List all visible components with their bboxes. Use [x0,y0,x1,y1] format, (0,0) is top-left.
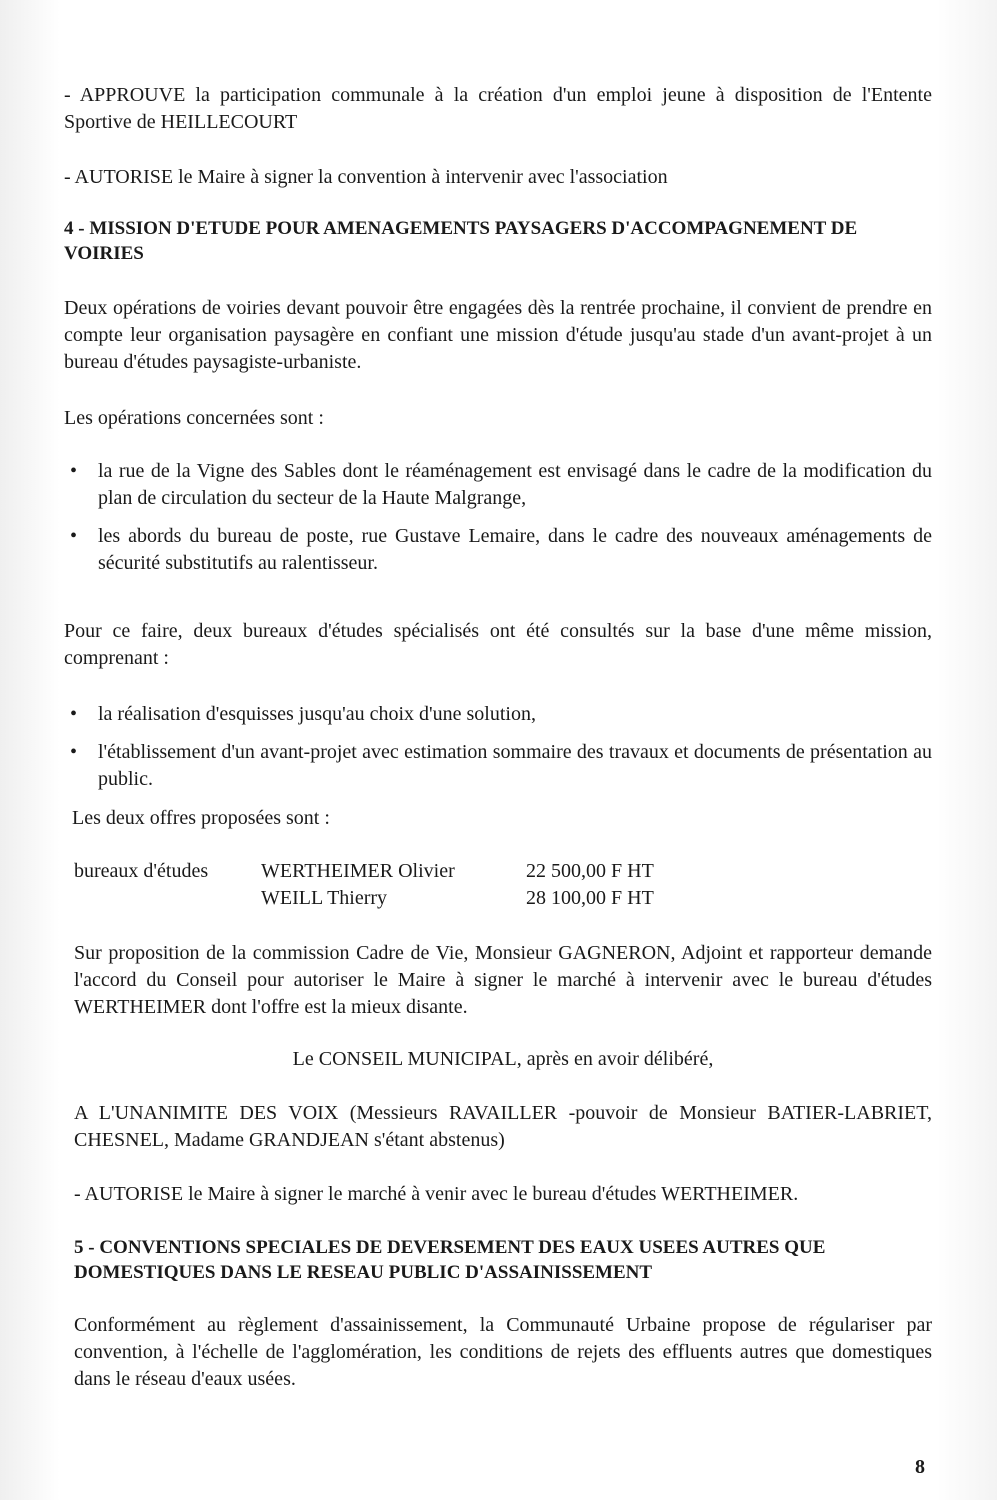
consultation-paragraph: Pour ce faire, deux bureaux d'études spécialisés ont été consultés sur la base d'une même mission, comprenant : [64,620,932,669]
operation-item: • la rue de la Vigne des Sables dont le réaménagement est envisagé dans le cadre de la modification du plan de circulation du secteur de la Haute Malgrange, [70,460,932,509]
section-4-intro: Deux opérations de voiries devant pouvoir être engagées dès la rentrée prochaine, il convient de prendre en compte leur organisation paysagère en confiant une mission d'étude jusqu'au stade d'un avant-projet à un bureau d'études paysagiste-urbaniste. [64,297,932,373]
offer-amount: 22 500,00 F HT [526,860,654,882]
bullet-icon: • [70,460,78,482]
section-5-intro: Conformément au règlement d'assainissement, la Communauté Urbaine propose de régulariser par convention, à l'échelle de l'agglomération, les conditions de rejets des effluents autres que domestiques dans le réseau d'eaux usées. [74,1314,932,1390]
page-number: 8 [915,1456,925,1478]
mission-item: • la réalisation d'esquisses jusqu'au choix d'une solution, [64,701,932,728]
bullet-icon: • [70,525,78,547]
operations-list [64,458,932,577]
section-4-heading: 4 - MISSION D'ETUDE POUR AMENAGEMENTS PAYSAGERS D'ACCOMPAGNEMENT DE VOIRIES [64,218,858,264]
mission-item: • l'établissement d'un avant-projet avec estimation sommaire des travaux et documents de présentation au public. [70,741,932,790]
offer-amount: 28 100,00 F HT [526,887,654,909]
bullet-icon: • [70,741,78,763]
offer-name: WEILL Thierry [261,887,388,909]
section-5-heading: 5 - CONVENTIONS SPECIALES DE DEVERSEMENT DES EAUX USEES AUTRES QUE DOMESTIQUES DANS LE RESEAU PUBLIC D'ASSAINISSEMENT [74,1237,826,1283]
offers-label: Les deux offres proposées sont : [72,807,330,829]
proposal-paragraph: Sur proposition de la commission Cadre de Vie, Monsieur GAGNERON, Adjoint et rapporteur demande l'accord du Conseil pour autoriser le Maire à signer le marché à intervenir avec le bureau d'études WERTHEIMER dont l'offre est la mieux disante. [74,942,932,1018]
offers-table [74,858,774,912]
operation-item: • les abords du bureau de poste, rue Gustave Lemaire, dans le cadre des nouveaux aménagements de sécurité substitutifs au ralentisseur. [70,525,932,574]
offer-name: WERTHEIMER Olivier [261,860,455,882]
decision-authorize-market: - AUTORISE le Maire à signer le marché à venir avec le bureau d'études WERTHEIMER. [74,1183,799,1205]
council-deliberation: Le CONSEIL MUNICIPAL, après en avoir délibéré, [292,1048,714,1070]
mission-list [64,701,932,793]
decision-authorize-convention: - AUTORISE le Maire à signer la convention à intervenir avec l'association [64,166,668,188]
vote-result: A L'UNANIMITE DES VOIX (Messieurs RAVAILLER -pouvoir de Monsieur BATIER-LABRIET, CHESNEL, Madame GRANDJEAN s'étant abstenus) [74,1102,932,1151]
bullet-icon: • [70,703,78,725]
offers-column-label: bureaux d'études [74,860,209,882]
offer-row [74,885,774,912]
operations-label: Les opérations concernées sont : [64,407,324,429]
offer-row [74,858,774,885]
decision-approve: - APPROUVE la participation communale à la création d'un emploi jeune à disposition de l'Entente Sportive de HEILLECOURT [64,84,932,133]
